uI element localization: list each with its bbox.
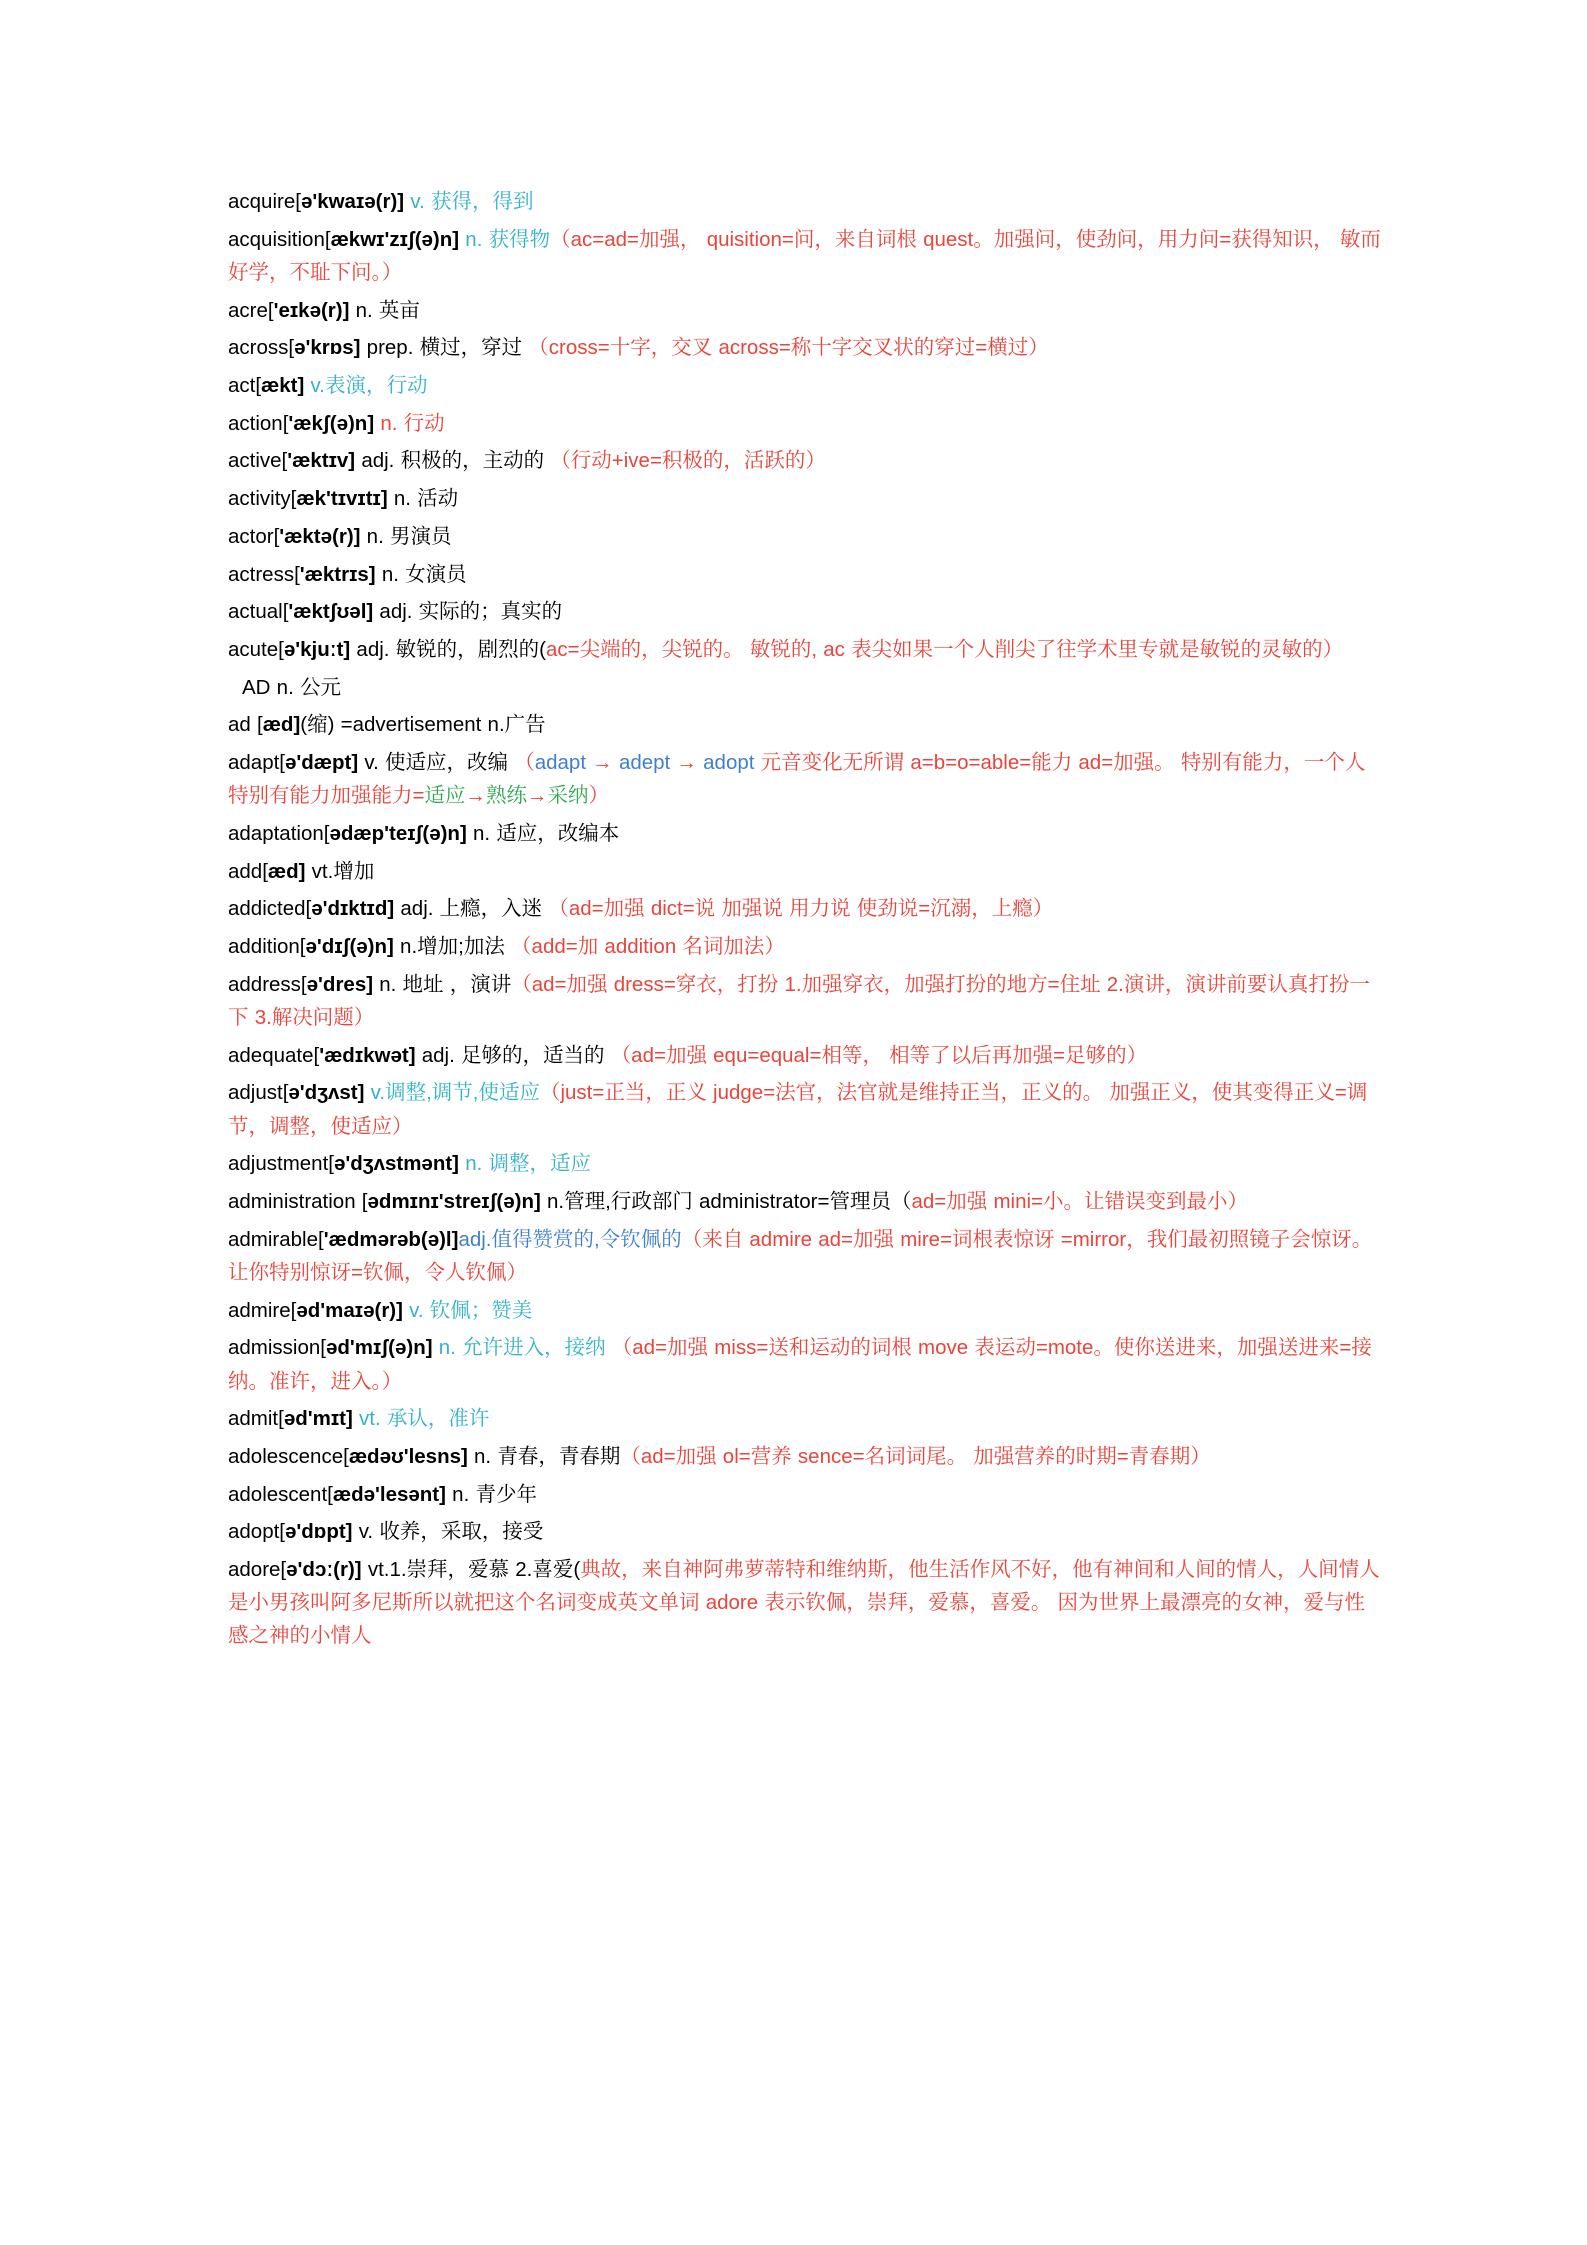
entry-text: →	[465, 784, 486, 808]
entry-phonetic: ə'dres]	[306, 972, 374, 996]
dictionary-entry	[228, 1294, 1382, 1327]
entry-text: 适应	[424, 784, 466, 808]
entry-text: adj. 上瘾，入迷	[394, 897, 549, 921]
dictionary-entry	[228, 892, 1382, 925]
dictionary-entry	[228, 185, 1382, 218]
entry-text: ）	[588, 784, 609, 808]
entry-text: administration [	[228, 1189, 368, 1213]
entry-text: （ad=加强 dict=说 加强说 用力说 使劲说=沉溺，上瘾）	[548, 897, 1054, 921]
entry-text: v. 钦佩；赞美	[402, 1298, 533, 1322]
entry-text: admission[	[228, 1336, 326, 1360]
entry-text: ac=尖端的，尖锐的。 敏锐的, ac 表尖如果一个人削尖了往学术里专就是敏锐的灵敏的）	[546, 637, 1344, 661]
entry-phonetic: 'ædɪkwət]	[319, 1043, 416, 1067]
entry-text: prep. 横过，穿过	[360, 336, 529, 360]
entry-phonetic: ædə'lesənt]	[332, 1482, 446, 1506]
entry-text: （ac=ad=加强， quisition=问，来自词根 quest。加强问，使劲问，用力问=获得知识， 敏而好学，不耻下问。）	[228, 227, 1381, 284]
entry-text: →	[526, 784, 548, 808]
entry-text: （just=正当，正义 judge=法官，法官就是维持正当，正义的。 加强正义，使其变得正义=调节，调整，使适应）	[228, 1081, 1368, 1138]
dictionary-entry	[228, 930, 1382, 963]
entry-phonetic: æd]	[262, 713, 301, 737]
entry-text: （add=加 addition 名词加法）	[511, 935, 785, 959]
dictionary-entry	[228, 1553, 1382, 1653]
dictionary-entry	[228, 817, 1382, 850]
entry-text: （ad=加强 miss=送和运动的词根 move 表运动=mote。使你送进来，加强送进来=接纳。准许，进入。）	[228, 1336, 1372, 1393]
entry-phonetic: əd'mɪʃ(ə)n]	[326, 1336, 433, 1360]
dictionary-entry	[228, 482, 1382, 515]
entry-phonetic: 'ædmərəb(ə)l]	[323, 1227, 459, 1251]
entry-phonetic: ə'dɒpt]	[285, 1520, 353, 1544]
entry-text: adopt	[703, 751, 755, 775]
entry-text: adept	[618, 751, 671, 775]
entry-text: addicted[	[228, 897, 312, 921]
entry-text: adjustment[	[228, 1152, 334, 1176]
entry-phonetic: ækt]	[261, 374, 305, 398]
entry-text: ad=加强 mini=小。让错误变到最小）	[911, 1189, 1248, 1213]
entry-phonetic: ə'krɒs]	[294, 336, 361, 360]
dictionary-entry	[228, 369, 1382, 402]
entry-text: （ad=加强 dress=穿衣，打扮 1.加强穿衣，加强打扮的地方=住址 2.演讲，演讲前要认真打扮一下 3.解决问题）	[228, 972, 1370, 1029]
entry-phonetic: əd'maɪə(r)]	[296, 1298, 403, 1322]
entry-text: n. 青少年	[445, 1482, 537, 1506]
entry-text: n. 男演员	[360, 524, 452, 548]
entry-text: adj.值得赞赏的,令钦佩的	[458, 1227, 682, 1251]
entry-text: （行动+ive=积极的，活跃的）	[550, 449, 826, 473]
entry-text: （	[514, 751, 535, 775]
entry-phonetic: ə'dɪʃ(ə)n]	[305, 935, 394, 959]
entry-text: 采纳	[547, 784, 589, 808]
dictionary-entry	[228, 1223, 1382, 1289]
dictionary-entry	[228, 1402, 1382, 1435]
dictionary-entry	[228, 1331, 1382, 1397]
entry-phonetic: æd]	[267, 859, 306, 883]
vocabulary-list	[228, 185, 1382, 1653]
entry-phonetic: ædəʊ'lesns]	[348, 1444, 468, 1468]
entry-text: adj. 积极的，主动的	[355, 449, 551, 473]
entry-text: AD n. 公元	[242, 675, 341, 699]
entry-phonetic: ə'kwaɪə(r)]	[300, 190, 405, 213]
entry-phonetic: ə'dæpt]	[285, 751, 359, 775]
entry-text: acquire[	[228, 190, 301, 213]
entry-text: vt. 承认，准许	[352, 1407, 490, 1431]
entry-text: adapt	[534, 751, 587, 775]
entry-phonetic: ə'kjuːt]	[283, 637, 351, 661]
entry-phonetic: 'æktə(r)]	[279, 524, 361, 548]
entry-phonetic: 'æktɪv]	[287, 449, 356, 473]
entry-phonetic: ə'dʒʌst]	[288, 1081, 365, 1105]
dictionary-entry	[228, 520, 1382, 553]
dictionary-entry	[228, 746, 1382, 812]
entry-text: n. 女演员	[375, 562, 467, 586]
entry-phonetic: ækwɪ'zɪʃ(ə)n]	[330, 227, 460, 251]
dictionary-entry	[228, 331, 1382, 364]
dictionary-entry	[228, 558, 1382, 591]
entry-phonetic: 'æktʃʊəl]	[288, 600, 374, 624]
entry-phonetic: æk'tɪvɪtɪ]	[296, 487, 388, 511]
entry-text: →	[586, 751, 619, 775]
entry-text: （ad=加强 ol=营养 sence=名词词尾。 加强营养的时期=青春期）	[620, 1444, 1211, 1468]
entry-text: n. 获得物	[459, 227, 551, 251]
entry-text: n. 地址 ，演讲	[373, 972, 512, 996]
entry-text: actress[	[228, 562, 300, 586]
entry-text: acute[	[228, 637, 284, 661]
dictionary-entry	[228, 444, 1382, 477]
entry-text: adolescence[	[228, 1444, 349, 1468]
entry-phonetic: 'ækʃ(ə)n]	[288, 411, 375, 435]
entry-text: n. 活动	[387, 487, 459, 511]
entry-phonetic: əd'mɪt]	[283, 1407, 353, 1431]
dictionary-entry	[228, 708, 1382, 741]
entry-phonetic: ə'dɔː(r)]	[286, 1558, 362, 1582]
entry-text: adj. 实际的；真实的	[373, 600, 563, 624]
entry-phonetic: ədæp'teɪʃ(ə)n]	[329, 821, 467, 845]
entry-text: admire[	[228, 1298, 297, 1322]
entry-text: vt.增加	[305, 859, 375, 883]
entry-text: →	[670, 751, 704, 775]
entry-text: act[	[228, 374, 262, 398]
dictionary-entry	[228, 1039, 1382, 1072]
dictionary-entry	[228, 1440, 1382, 1473]
entry-text: n.增加;加法	[393, 935, 512, 959]
entry-text: actual[	[228, 600, 289, 624]
entry-text: v. 获得，得到	[404, 190, 534, 213]
entry-text: （cross=十字，交叉 across=称十字交叉状的穿过=横过）	[528, 336, 1049, 360]
entry-text: v. 收养，采取，接受	[352, 1520, 544, 1544]
dictionary-entry	[228, 595, 1382, 628]
entry-phonetic: ədmɪnɪ'streɪʃ(ə)n]	[367, 1189, 541, 1213]
dictionary-entry	[228, 294, 1382, 327]
entry-text: address[	[228, 972, 307, 996]
entry-text: across[	[228, 336, 295, 360]
entry-text: n. 允许进入，接纳	[432, 1336, 612, 1360]
entry-text: (缩) =advertisement n.广告	[300, 713, 546, 737]
entry-text: ad [	[228, 713, 263, 737]
dictionary-entry	[228, 633, 1382, 666]
dictionary-entry	[228, 223, 1382, 289]
entry-text: adj. 敏锐的，剧烈的(	[350, 637, 547, 661]
entry-phonetic: 'eɪkə(r)]	[273, 298, 350, 322]
dictionary-entry	[228, 1185, 1382, 1218]
entry-text: adjust[	[228, 1081, 289, 1105]
entry-text: 元音变化无所谓 a=b=o=able=能力 ad=加强。 特别有能力，一个人特别有能力加强能力=	[228, 751, 1366, 808]
entry-text: admit[	[228, 1407, 284, 1431]
entry-text: 熟练	[485, 784, 527, 808]
entry-text: v. 使适应，改编	[358, 751, 515, 775]
entry-text: actor[	[228, 524, 280, 548]
entry-text: （来自 admire ad=加强 mire=词根表惊讶 =mirror，我们最初照镜子会惊讶。让你特别惊讶=钦佩，令人钦佩）	[228, 1227, 1373, 1284]
entry-text: adequate[	[228, 1043, 320, 1067]
dictionary-entry	[228, 407, 1382, 440]
entry-text: 典故，来自神阿弗萝蒂特和维纳斯，他生活作风不好，他有神间和人间的情人，人间情人是小男孩叫阿多尼斯所以就把这个名词变成英文单词 adore 表示钦佩，崇拜，爱慕，喜爱。 因为世界上最漂亮的女神，爱与性感之神的小情人	[228, 1558, 1380, 1648]
dictionary-entry	[228, 1515, 1382, 1548]
entry-text: acre[	[228, 298, 274, 322]
dictionary-entry	[228, 1147, 1382, 1180]
entry-phonetic: ə'dʒʌstmənt]	[333, 1152, 460, 1176]
entry-text: add[	[228, 859, 268, 883]
entry-text: （ad=加强 equ=equal=相等， 相等了以后再加强=足够的）	[610, 1043, 1148, 1067]
dictionary-entry	[228, 1478, 1382, 1511]
entry-text: n. 行动	[374, 411, 445, 435]
entry-text: admirable[	[228, 1227, 324, 1251]
entry-text: active[	[228, 449, 288, 473]
entry-text: n. 英亩	[349, 298, 420, 322]
entry-text: v.调整,调节,使适应	[364, 1081, 540, 1105]
entry-text: v.表演，行动	[304, 374, 428, 398]
entry-text: acquisition[	[228, 227, 331, 251]
entry-text: n. 适应，改编本	[466, 821, 620, 845]
entry-text: adolescent[	[228, 1482, 333, 1506]
entry-text: adore[	[228, 1558, 287, 1582]
entry-phonetic: ə'dɪktɪd]	[311, 897, 395, 921]
dictionary-entry	[228, 671, 1382, 704]
dictionary-entry	[228, 968, 1382, 1034]
entry-text: adopt[	[228, 1520, 285, 1544]
entry-text: adaptation[	[228, 821, 330, 845]
dictionary-entry	[228, 1076, 1382, 1142]
entry-text: n.管理,行政部门 administrator=管理员（	[540, 1189, 912, 1213]
entry-text: activity[	[228, 487, 297, 511]
entry-text: addition[	[228, 935, 306, 959]
entry-text: n. 调整，适应	[459, 1152, 592, 1176]
dictionary-entry	[228, 855, 1382, 888]
entry-text: adj. 足够的，适当的	[415, 1043, 611, 1067]
entry-text: action[	[228, 411, 289, 435]
entry-text: vt.1.崇拜，爱慕 2.喜爱(	[361, 1558, 581, 1582]
entry-text: n. 青春，青春期	[467, 1444, 621, 1468]
entry-phonetic: 'æktrɪs]	[299, 562, 376, 586]
entry-text: adapt[	[228, 751, 285, 775]
